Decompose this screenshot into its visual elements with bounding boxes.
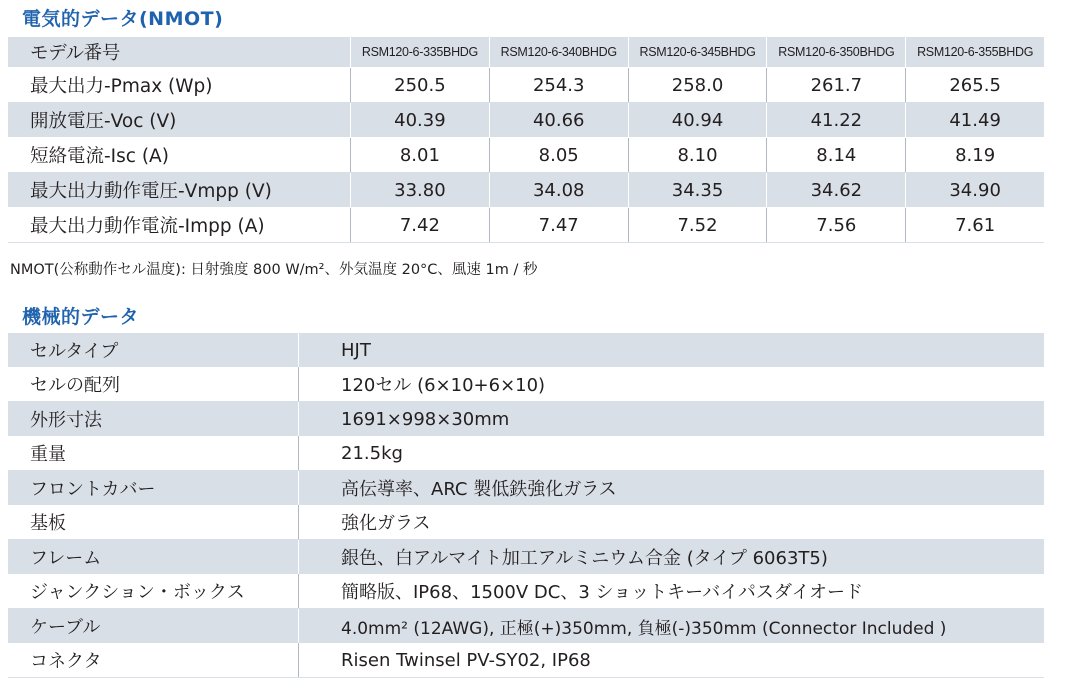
row-value: 高伝導率、ARC 製低鉄強化ガラス	[299, 471, 1045, 506]
row-label: コネクタ	[8, 643, 299, 678]
table-header-row	[8, 37, 1044, 68]
table-cell: 265.5	[906, 68, 1044, 103]
table-cell: 7.42	[351, 208, 490, 243]
table-row	[8, 68, 1044, 103]
electrical-section-title: 電気的データ(NMOT)	[22, 8, 224, 30]
row-label: 最大出力動作電圧-Vmpp (V)	[8, 173, 351, 208]
row-value: 4.0mm² (12AWG), 正極(+)350mm, 負極(-)350mm (Connector Included )	[299, 609, 1045, 644]
mechanical-section-title: 機械的データ	[22, 306, 140, 328]
mechanical-data-table	[8, 333, 1044, 678]
table-row	[8, 208, 1044, 243]
row-label: セルタイプ	[8, 333, 299, 367]
row-label: 短絡電流-Isc (A)	[8, 138, 351, 173]
table-row	[8, 103, 1044, 138]
row-value: HJT	[299, 333, 1045, 367]
table-row	[8, 505, 1044, 540]
table-row	[8, 574, 1044, 609]
table-cell: 40.94	[628, 103, 767, 138]
table-cell: 8.14	[767, 138, 906, 173]
table-cell: 8.01	[351, 138, 490, 173]
table-row	[8, 643, 1044, 678]
table-cell: 40.66	[489, 103, 628, 138]
table-cell: 8.10	[628, 138, 767, 173]
table-cell: 41.22	[767, 103, 906, 138]
nmot-footnote: NMOT(公称動作セル温度): 日射強度 800 W/m²、外気温度 20°C、風速 1m / 秒	[10, 262, 538, 278]
model-header: RSM120-6-335BHDG	[351, 37, 490, 68]
row-label: 最大出力-Pmax (Wp)	[8, 68, 351, 103]
table-cell: 8.05	[489, 138, 628, 173]
table-cell: 7.56	[767, 208, 906, 243]
table-row	[8, 173, 1044, 208]
model-header: RSM120-6-345BHDG	[628, 37, 767, 68]
table-cell: 7.52	[628, 208, 767, 243]
row-value: 強化ガラス	[299, 505, 1045, 540]
row-label: 最大出力動作電流-Impp (A)	[8, 208, 351, 243]
table-cell: 34.35	[628, 173, 767, 208]
table-cell: 34.62	[767, 173, 906, 208]
model-header: RSM120-6-340BHDG	[489, 37, 628, 68]
table-row	[8, 367, 1044, 402]
table-cell: 258.0	[628, 68, 767, 103]
row-label: フレーム	[8, 540, 299, 575]
row-value: 銀色、白アルマイト加工アルミニウム合金 (タイプ 6063T5)	[299, 540, 1045, 575]
row-label: 基板	[8, 505, 299, 540]
table-cell: 40.39	[351, 103, 490, 138]
row-value: 1691×998×30mm	[299, 402, 1045, 437]
row-label: セルの配列	[8, 367, 299, 402]
row-value: Risen Twinsel PV-SY02, IP68	[299, 643, 1045, 678]
table-row	[8, 402, 1044, 437]
model-header: RSM120-6-355BHDG	[906, 37, 1044, 68]
row-value: 簡略版、IP68、1500V DC、3 ショットキーバイパスダイオード	[299, 574, 1045, 609]
table-cell: 261.7	[767, 68, 906, 103]
table-cell: 254.3	[489, 68, 628, 103]
row-label: フロントカバー	[8, 471, 299, 506]
row-label: 外形寸法	[8, 402, 299, 437]
table-row	[8, 138, 1044, 173]
electrical-data-table	[8, 37, 1044, 243]
table-cell: 7.47	[489, 208, 628, 243]
table-row	[8, 333, 1044, 367]
table-row	[8, 471, 1044, 506]
table-row	[8, 540, 1044, 575]
table-cell: 33.80	[351, 173, 490, 208]
model-number-label: モデル番号	[8, 37, 351, 68]
model-header: RSM120-6-350BHDG	[767, 37, 906, 68]
table-row	[8, 436, 1044, 471]
table-cell: 41.49	[906, 103, 1044, 138]
row-label: ケーブル	[8, 609, 299, 644]
table-cell: 34.90	[906, 173, 1044, 208]
table-cell: 8.19	[906, 138, 1044, 173]
table-cell: 250.5	[351, 68, 490, 103]
table-cell: 7.61	[906, 208, 1044, 243]
row-label: ジャンクション・ボックス	[8, 574, 299, 609]
row-value: 120セル (6×10+6×10)	[299, 367, 1045, 402]
table-row	[8, 609, 1044, 644]
row-label: 重量	[8, 436, 299, 471]
row-value: 21.5kg	[299, 436, 1045, 471]
row-label: 開放電圧-Voc (V)	[8, 103, 351, 138]
table-cell: 34.08	[489, 173, 628, 208]
